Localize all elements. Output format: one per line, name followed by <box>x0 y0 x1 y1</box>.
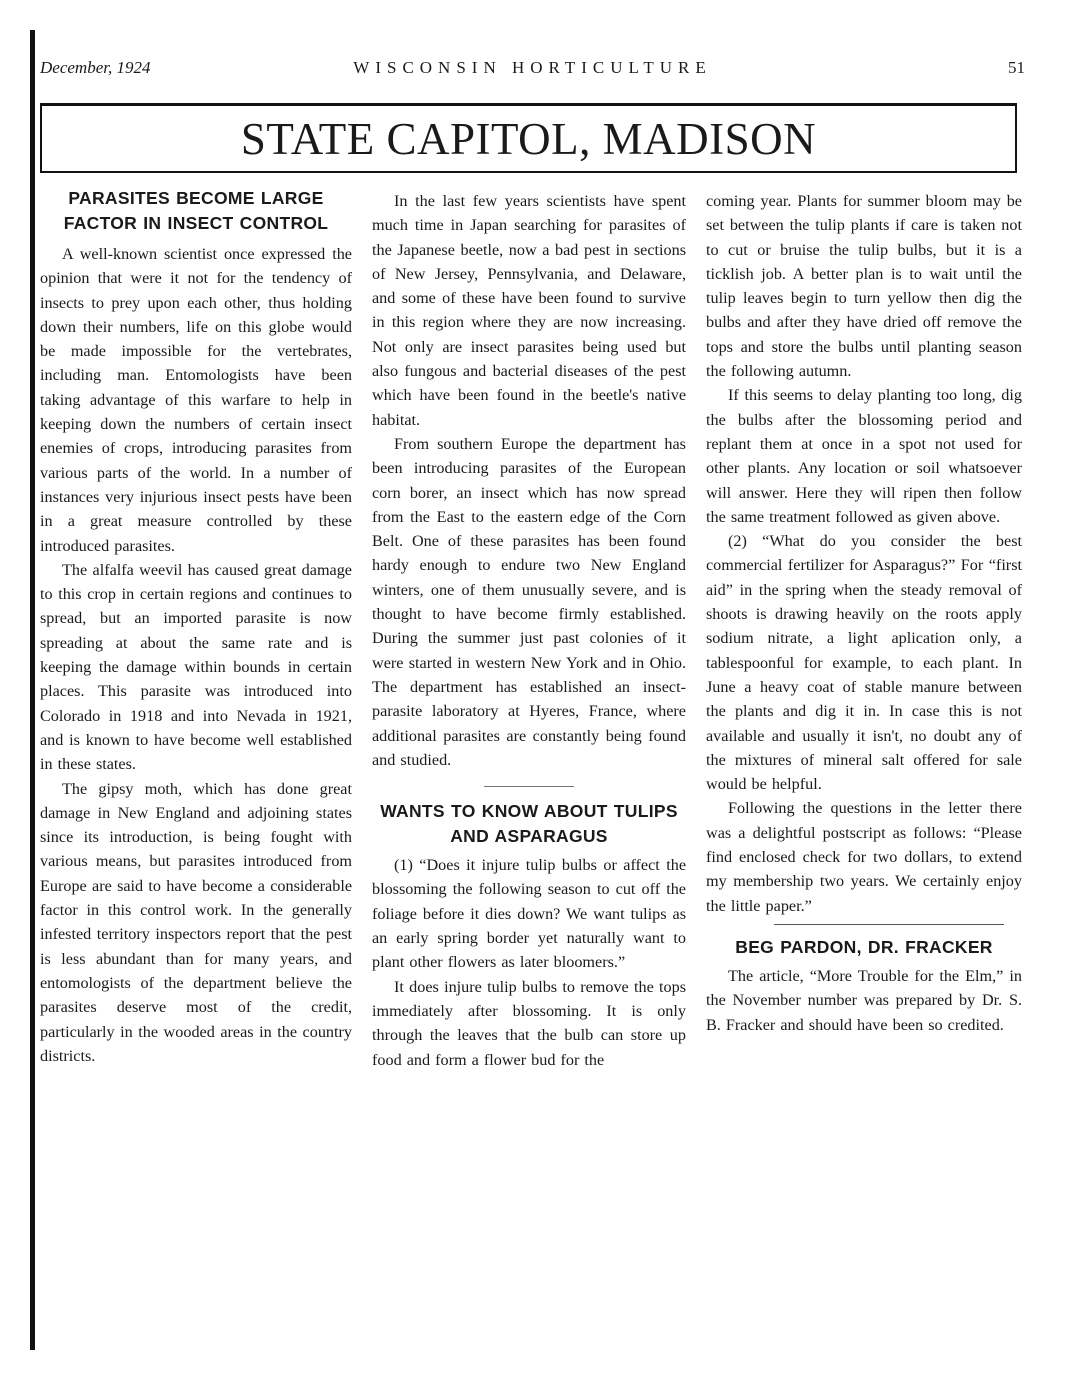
magazine-title: WISCONSIN HORTICULTURE <box>353 58 712 77</box>
article-heading-parasites: PARASITES BECOME LARGE FACTOR IN INSECT CONTROL <box>63 188 329 233</box>
paragraph: (1) “Does it injure tulip bulbs or affect the blossoming the following season to cut off the foliage before it dies down? We want tulips as an early spring border yet naturally want to plant other flowers as later bloomers.” <box>372 856 686 972</box>
column-3 <box>706 189 1022 1037</box>
section-divider <box>774 924 1004 925</box>
paragraph: The article, “More Trouble for the Elm,” in the November number was prepared by Dr. S. B. Fracker and should have been so credited. <box>706 966 1022 1034</box>
running-head <box>40 58 1025 82</box>
paragraph: A well-known scientist once expressed the opinion that were it not for the tendency of insects to prey upon each other, thus holding down their numbers, life on this globe would be made impossible for the vertebrates, including man. Entomologists have been taking advantage of this warfare to help in keeping down the numbers of certain insect enemies of crops, introducing parasites from various parts of the world. In a number of instances very injurious insect pests have been in a great measure controlled by these introduced parasites. <box>40 245 352 555</box>
paragraph: The gipsy moth, which has done great damage in New England and adjoining states since its introduction, is being fought with various means, but parasites introduced from Europe are said to have become a considerable factor in this control work. In the generally infested territory inspectors report that the pest is less abundant than for many years, and entomologists of the department believe the parasites deserve most of the credit, particularly in the wooded areas in the country districts. <box>40 779 352 1065</box>
paragraph: If this seems to delay planting too long, dig the bulbs after the blossoming period and replant them at once in a spot not used for other plants. Any location or soil whatsoever will answer. Here they will ripen then follow the same treatment followed as given above. <box>706 386 1022 526</box>
paragraph: It does injure tulip bulbs to remove the tops immediately after blossoming. It is only through the leaves that the bulb can store up food and form a flower bud for the <box>372 977 686 1069</box>
paragraph: Following the questions in the letter there was a delightful postscript as follows: “Please find enclosed check for two dollars, to extend my membership two years. We certainly enjoy the little paper.” <box>706 799 1022 915</box>
section-divider <box>484 786 574 787</box>
paragraph: coming year. Plants for summer bloom may be set between the tulip plants if care is taken not to cut or bruise the tulip bulbs, but it is a ticklish job. A better plan is to wait until the tulip leaves begin to turn yellow then dig the bulbs and after they have dried off remove the tops and store the bulbs until planting season the following autumn. <box>706 192 1022 381</box>
article-heading-tulips: WANTS TO KNOW ABOUT TULIPS AND ASPARAGUS <box>380 801 678 847</box>
article-heading-beg-pardon: BEG PARDON, DR. FRACKER <box>735 936 993 957</box>
title-box <box>40 103 1017 173</box>
column-2 <box>372 189 686 1072</box>
column-1 <box>40 186 352 1068</box>
paragraph: From southern Europe the department has been introducing parasites of the European corn borer, an insect which has now spread from the East to the eastern edge of the Corn Belt. One of these parasites has been found hardy enough to endure two New England winters, one of them unusually severe, and is thought to have become firmly established. During the summer just past colonies of it were started in western New York and in Ohio. The department has established an insect-parasite laboratory at Hyeres, France, where additional parasites are constantly being found and studied. <box>372 434 686 769</box>
page-title: STATE CAPITOL, MADISON <box>240 114 817 164</box>
page-number: 51 <box>1008 58 1025 77</box>
issue-date: December, 1924 <box>40 58 151 77</box>
page-spine-shadow <box>30 30 35 1350</box>
paragraph: The alfalfa weevil has caused great damage to this crop in certain regions and continues to spread, but an imported parasite is now spreading at about the same rate and is keeping the damage within bounds in certain places. This parasite was introduced into Colorado in 1918 and into Nevada in 1921, and is known to have become well established in these states. <box>40 560 352 774</box>
paragraph: (2) “What do you consider the best commercial fertilizer for Asparagus?” For “first aid” in the spring when the steady removal of shoots is drawing heavily on the roots apply sodium nitrate, a light aplication only, a tablespoonful for example, to each plant. In June a heavy coat of stable manure between the plants and dig it in. In case this is not available and usually it isn't, no doubt any of the mixtures of mineral salt offered for sale would be helpful. <box>706 532 1022 794</box>
paragraph: In the last few years scientists have spent much time in Japan searching for parasites of the Japanese beetle, now a bad pest in sections of New Jersey, Pennsylvania, and Delaware, and some of these have been found to survive in this region where they are now increasing. Not only are insect parasites being used but also fungous and bacterial diseases of the pest which have been found in the beetle's native habitat. <box>372 192 686 429</box>
